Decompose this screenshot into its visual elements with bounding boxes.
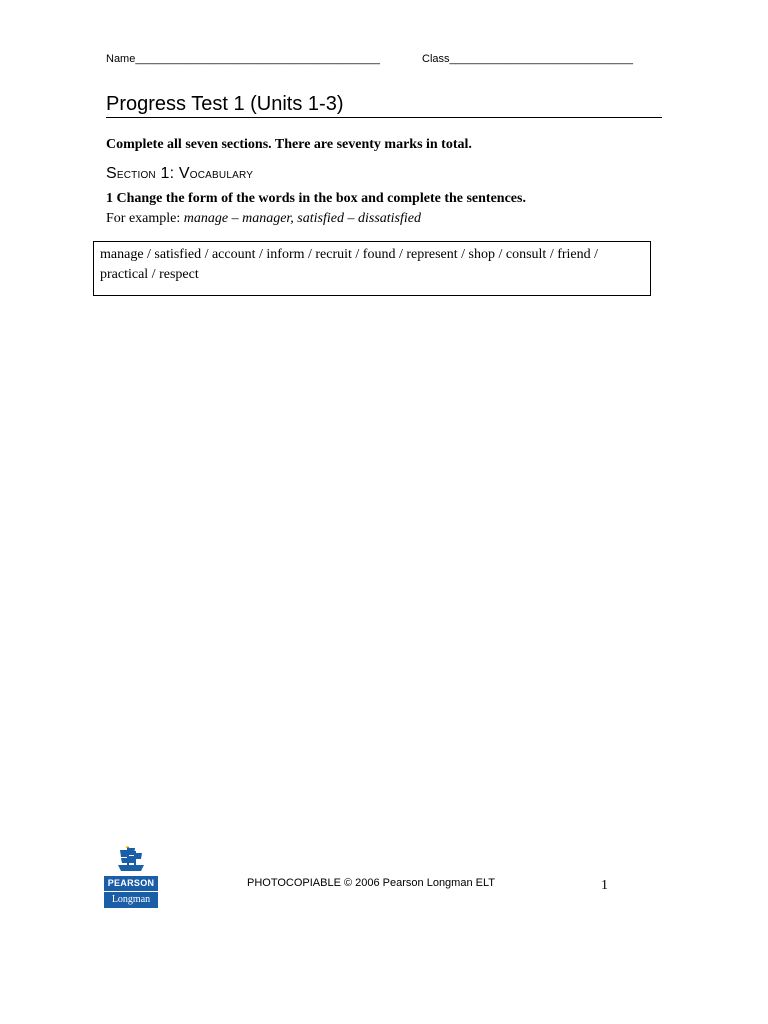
page-title: Progress Test 1 (Units 1-3) bbox=[106, 92, 662, 118]
logo-longman-text: Longman bbox=[104, 891, 158, 908]
section-heading-word: ection bbox=[116, 165, 156, 181]
page-number: 1 bbox=[601, 878, 608, 893]
example-line bbox=[106, 211, 421, 227]
section-heading-number: 1: bbox=[155, 165, 179, 182]
word-box: manage / satisfied / account / inform / recruit / found / represent / shop / consult / friend / practical / respect bbox=[93, 241, 651, 296]
section-heading-word-2: ocabulary bbox=[189, 165, 254, 181]
pearson-longman-logo bbox=[104, 845, 158, 911]
section-heading-initial-2: V bbox=[178, 165, 190, 182]
name-field: Name________________________________________ bbox=[106, 53, 381, 65]
example-text: manage – manager, satisfied – dissatisfied bbox=[183, 211, 421, 226]
question-1: 1 Change the form of the words in the box and complete the sentences. bbox=[106, 191, 526, 206]
copyright-notice: PHOTOCOPIABLE © 2006 Pearson Longman ELT bbox=[247, 877, 495, 889]
ship-logo-icon bbox=[104, 845, 158, 875]
example-prefix: For example: bbox=[106, 211, 184, 226]
class-field: Class______________________________ bbox=[422, 53, 634, 65]
logo-pearson-text: PEARSON bbox=[104, 876, 158, 891]
section-heading-initial: S bbox=[106, 165, 117, 182]
instructions: Complete all seven sections. There are seventy marks in total. bbox=[106, 137, 472, 152]
section-heading bbox=[106, 165, 253, 183]
